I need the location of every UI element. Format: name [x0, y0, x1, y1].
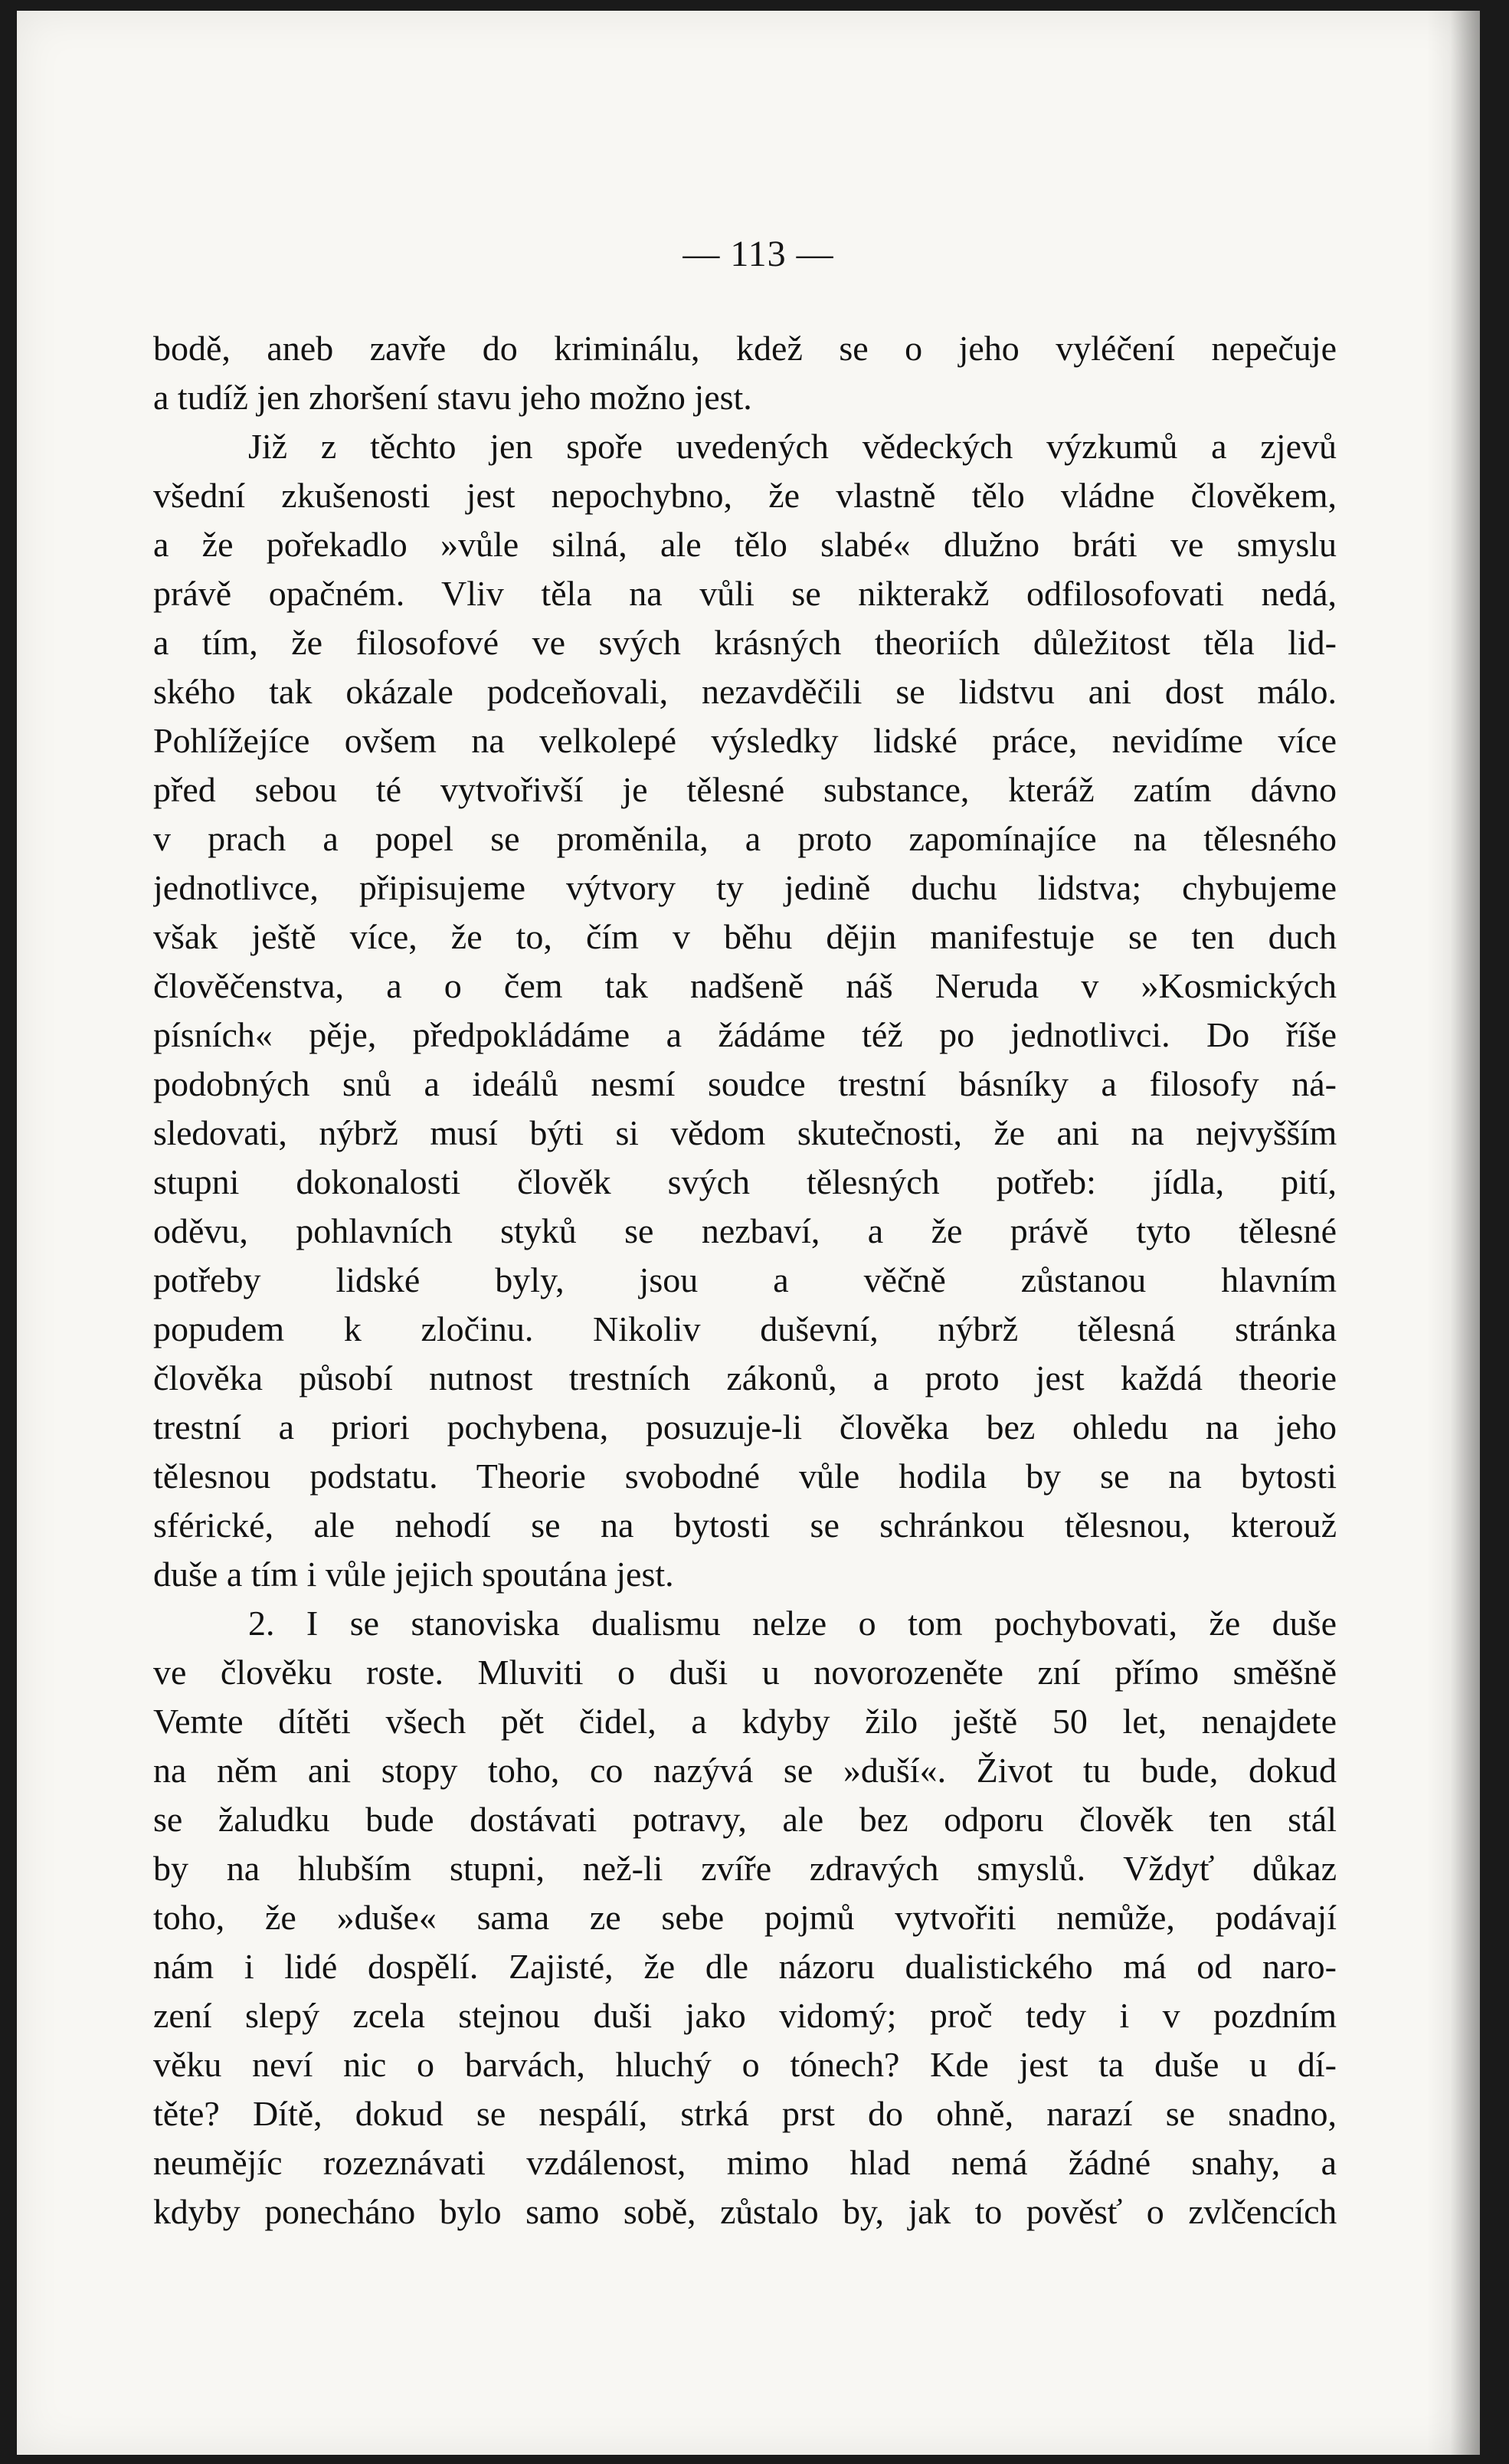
text-line: se žaludku bude dostávati potravy, ale bez odporu člověk ten stál [153, 1800, 1337, 1839]
page-edge-shadow [1426, 11, 1480, 2455]
text-line: kdyby ponecháno bylo samo sobě, zůstalo by, jak to pověsť o zvlčencích [153, 2192, 1337, 2231]
text-line: písních« pěje, předpokládáme a žádáme též po jednotlivci. Do říše [153, 1015, 1337, 1054]
paragraph-start-line: 2. I se stanoviska dualismu nelze o tom pochybovati, že duše [248, 1604, 1337, 1643]
paragraph-start-line: Již z těchto jen spoře uvedených vědeckých výzkumů a zjevů [248, 427, 1337, 466]
text-line: člověka působí nutnost trestních zákonů, a proto jest každá theorie [153, 1358, 1337, 1397]
page-number: — 113 — [682, 234, 834, 274]
text-line: potřeby lidské byly, jsou a věčně zůstanou hlavním [153, 1260, 1337, 1299]
text-line: nám i lidé dospělí. Zajisté, že dle názoru dualistického má od naro- [153, 1947, 1337, 1986]
text-line: toho, že »duše« sama ze sebe pojmů vytvořiti nemůže, podávají [153, 1898, 1337, 1937]
book-page [17, 11, 1480, 2455]
text-line: sledovati, nýbrž musí býti si vědom skutečnosti, že ani na nejvyšším [153, 1113, 1337, 1152]
text-line: trestní a priori pochybena, posuzuje-li člověka bez ohledu na jeho [153, 1407, 1337, 1447]
text-line: těte? Dítě, dokud se nespálí, strká prst do ohně, narazí se snadno, [153, 2094, 1337, 2133]
text-line: tělesnou podstatu. Theorie svobodné vůle hodila by se na bytosti [153, 1456, 1337, 1496]
text-line: by na hlubším stupni, než-li zvíře zdravých smyslů. Vždyť důkaz [153, 1849, 1337, 1888]
text-line: neumějíc rozeznávati vzdálenost, mimo hlad nemá žádné snahy, a [153, 2143, 1337, 2182]
text-line: na něm ani stopy toho, co nazývá se »duší«. Život tu bude, dokud [153, 1751, 1337, 1790]
text-line: člověčenstva, a o čem tak nadšeně náš Neruda v »Kosmických [153, 966, 1337, 1005]
text-line: bodě, aneb zavře do kriminálu, kdež se o jeho vyléčení nepečuje [153, 329, 1337, 368]
text-line: a tudíž jen zhoršení stavu jeho možno jest. [153, 378, 752, 417]
text-line: jednotlivce, připisujeme výtvory ty jedině duchu lidstva; chybujeme [153, 868, 1337, 907]
text-line: ve člověku roste. Mluviti o duši u novorozeněte zní přímo směšně [153, 1653, 1337, 1692]
text-line: sférické, ale nehodí se na bytosti se schránkou tělesnou, kterouž [153, 1506, 1337, 1545]
text-line: právě opačném. Vliv těla na vůli se nikterakž odfilosofovati nedá, [153, 574, 1337, 613]
body-text [153, 324, 1337, 2236]
text-line: oděvu, pohlavních styků se nezbaví, a že právě tyto tělesné [153, 1211, 1337, 1250]
text-line: a tím, že filosofové ve svých krásných theoriích důležitost těla lid- [153, 623, 1337, 662]
text-line: ského tak okázale podceňovali, nezavděčili se lidstvu ani dost málo. [153, 672, 1337, 711]
text-line: před sebou té vytvořivší je tělesné substance, kteráž zatím dávno [153, 770, 1337, 809]
text-line: věku neví nic o barvách, hluchý o tónech? Kde jest ta duše u dí- [153, 2045, 1337, 2084]
text-line: zení slepý zcela stejnou duši jako vidomý; proč tedy i v pozdním [153, 1996, 1337, 2035]
text-line: podobných snů a ideálů nesmí soudce trestní básníky a filosofy ná- [153, 1064, 1337, 1103]
text-line: Pohlížejíce ovšem na velkolepé výsledky lidské práce, nevidíme více [153, 721, 1337, 760]
text-line: duše a tím i vůle jejich spoutána jest. [153, 1555, 674, 1594]
text-line: popudem k zločinu. Nikoliv duševní, nýbrž tělesná stránka [153, 1309, 1337, 1348]
text-line: však ještě více, že to, čím v běhu dějin manifestuje se ten duch [153, 917, 1337, 956]
text-line: Vemte dítěti všech pět čidel, a kdyby žilo ještě 50 let, nenajdete [153, 1702, 1337, 1741]
text-line: všední zkušenosti jest nepochybno, že vlastně tělo vládne člověkem, [153, 476, 1337, 515]
text-line: v prach a popel se proměnila, a proto zapomínajíce na tělesného [153, 819, 1337, 858]
text-line: a že pořekadlo »vůle silná, ale tělo slabé« dlužno bráti ve smyslu [153, 525, 1337, 564]
text-line: stupni dokonalosti člověk svých tělesných potřeb: jídla, pití, [153, 1162, 1337, 1201]
